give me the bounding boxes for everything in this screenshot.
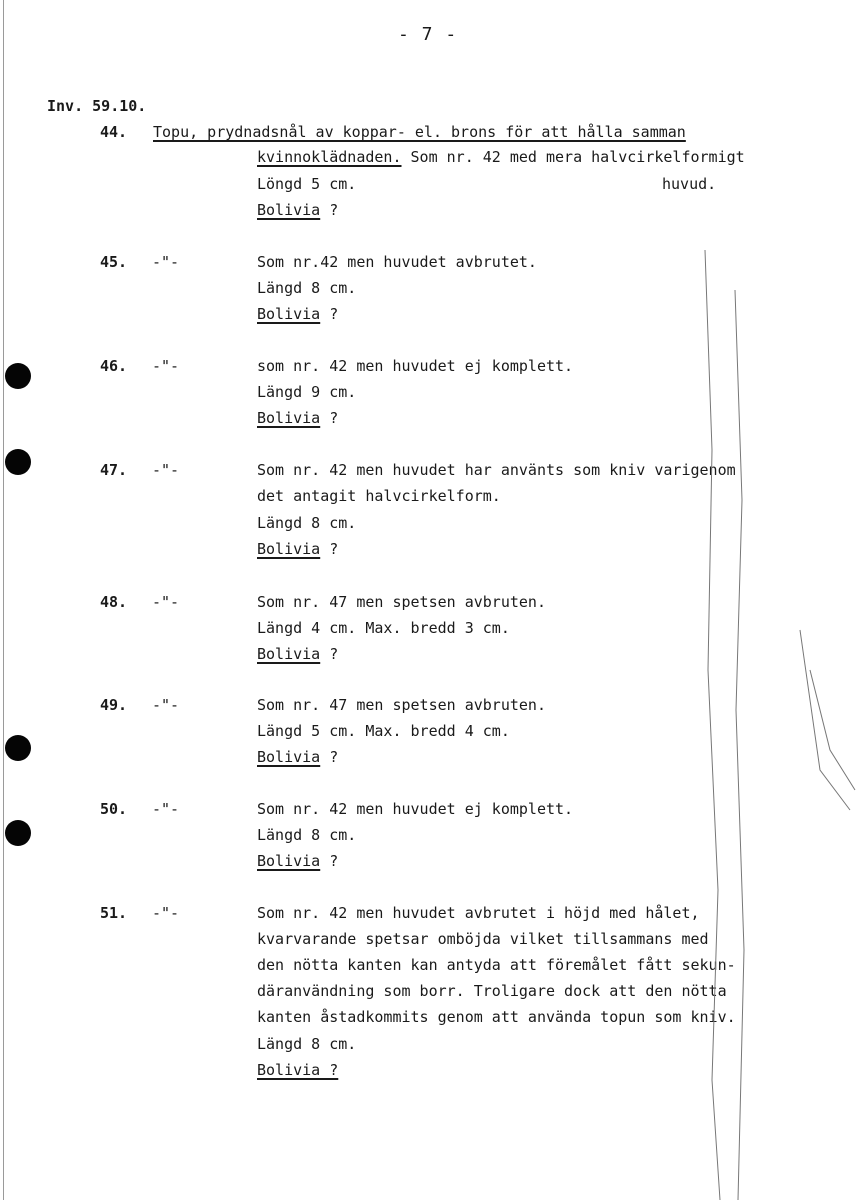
origin-name: Bolivia <box>257 645 321 663</box>
entry-number: 50. <box>100 800 128 818</box>
origin-suffix: ? <box>320 540 339 558</box>
entry-origin <box>257 748 338 766</box>
entry-length: Längd 4 cm. Max. bredd 3 cm. <box>257 619 510 637</box>
entry-number: 51. <box>100 904 128 922</box>
entry-description: Som nr. 42 men huvudet avbrutet i höjd med hålet, <box>257 904 700 922</box>
entry-description-cont: kanten åstadkommits genom att använda topun som kniv. <box>257 1008 736 1026</box>
origin-name: Bolivia <box>257 201 321 219</box>
entry-number: 48. <box>100 593 128 611</box>
entry-length: Längd 5 cm. Max. bredd 4 cm. <box>257 722 510 740</box>
punch-hole <box>5 449 31 475</box>
origin-suffix: ? <box>320 748 339 766</box>
entry-number: 49. <box>100 696 128 714</box>
entry-origin <box>257 645 338 663</box>
paper-crease-marks <box>660 250 859 1200</box>
origin-name: Bolivia <box>257 409 321 427</box>
entry-title-cont <box>257 148 745 166</box>
origin-name: Bolivia <box>257 305 321 323</box>
title-underlined: kvinnoklädnaden. <box>257 148 402 166</box>
entry-description-cont: den nötta kanten kan antyda att föremålet fått sekun- <box>257 956 736 974</box>
origin-name: Bolivia <box>257 748 321 766</box>
entry-description-cont: kvarvarande spetsar omböjda vilket tillsammans med <box>257 930 709 948</box>
entry-number: 44. <box>100 123 128 141</box>
ditto-mark: -"- <box>152 593 180 611</box>
entry-origin <box>257 409 338 427</box>
ditto-mark: -"- <box>152 253 180 271</box>
entry-length: Längd 8 cm. <box>257 514 357 532</box>
entry-description: Som nr. 42 men huvudet ej komplett. <box>257 800 574 818</box>
entry-description-cont: däranvändning som borr. Troligare dock att den nötta <box>257 982 727 1000</box>
entry-description: Som nr. 42 men huvudet har använts som kniv varigenom <box>257 461 736 479</box>
origin-name: Bolivia <box>257 540 321 558</box>
entry-origin <box>257 201 338 219</box>
origin-suffix: ? <box>320 645 339 663</box>
entry-length: Längd 8 cm. <box>257 279 357 297</box>
punch-hole <box>5 363 31 389</box>
entry-number: 47. <box>100 461 128 479</box>
entry-origin: Bolivia ? <box>257 1061 339 1079</box>
entry-title: Topu, prydnadsnål av koppar- el. brons för att hålla samman <box>153 123 686 141</box>
origin-suffix: ? <box>320 409 339 427</box>
ditto-mark: -"- <box>152 357 180 375</box>
ditto-mark: -"- <box>152 461 180 479</box>
origin-suffix: ? <box>320 305 339 323</box>
ditto-mark: -"- <box>152 904 180 922</box>
entry-extra: huvud. <box>662 175 717 193</box>
entry-length: Längd 8 cm. <box>257 826 357 844</box>
entry-origin <box>257 305 338 323</box>
entry-description: Som nr.42 men huvudet avbrutet. <box>257 253 537 271</box>
entry-number: 46. <box>100 357 128 375</box>
ditto-mark: -"- <box>152 696 180 714</box>
title-rest: Som nr. 42 med mera halvcirkelformigt <box>401 148 745 166</box>
punch-hole <box>5 735 31 761</box>
entry-description: Som nr. 47 men spetsen avbruten. <box>257 593 546 611</box>
origin-suffix: ? <box>320 852 339 870</box>
entry-origin <box>257 852 338 870</box>
entry-length: Längd 8 cm. <box>257 1035 357 1053</box>
page-left-edge <box>3 0 4 1200</box>
entry-description: som nr. 42 men huvudet ej komplett. <box>257 357 574 375</box>
entry-length: Längd 9 cm. <box>257 383 357 401</box>
entry-length: Löngd 5 cm. <box>257 175 357 193</box>
punch-hole <box>5 820 31 846</box>
page-number: - 7 - <box>398 24 458 45</box>
entry-number: 45. <box>100 253 128 271</box>
entry-origin <box>257 540 338 558</box>
entry-description-cont: det antagit halvcirkelform. <box>257 487 501 505</box>
origin-name: Bolivia <box>257 852 321 870</box>
inventory-number: Inv. 59.10. <box>47 97 147 115</box>
ditto-mark: -"- <box>152 800 180 818</box>
entry-description: Som nr. 47 men spetsen avbruten. <box>257 696 546 714</box>
origin-suffix: ? <box>320 201 339 219</box>
